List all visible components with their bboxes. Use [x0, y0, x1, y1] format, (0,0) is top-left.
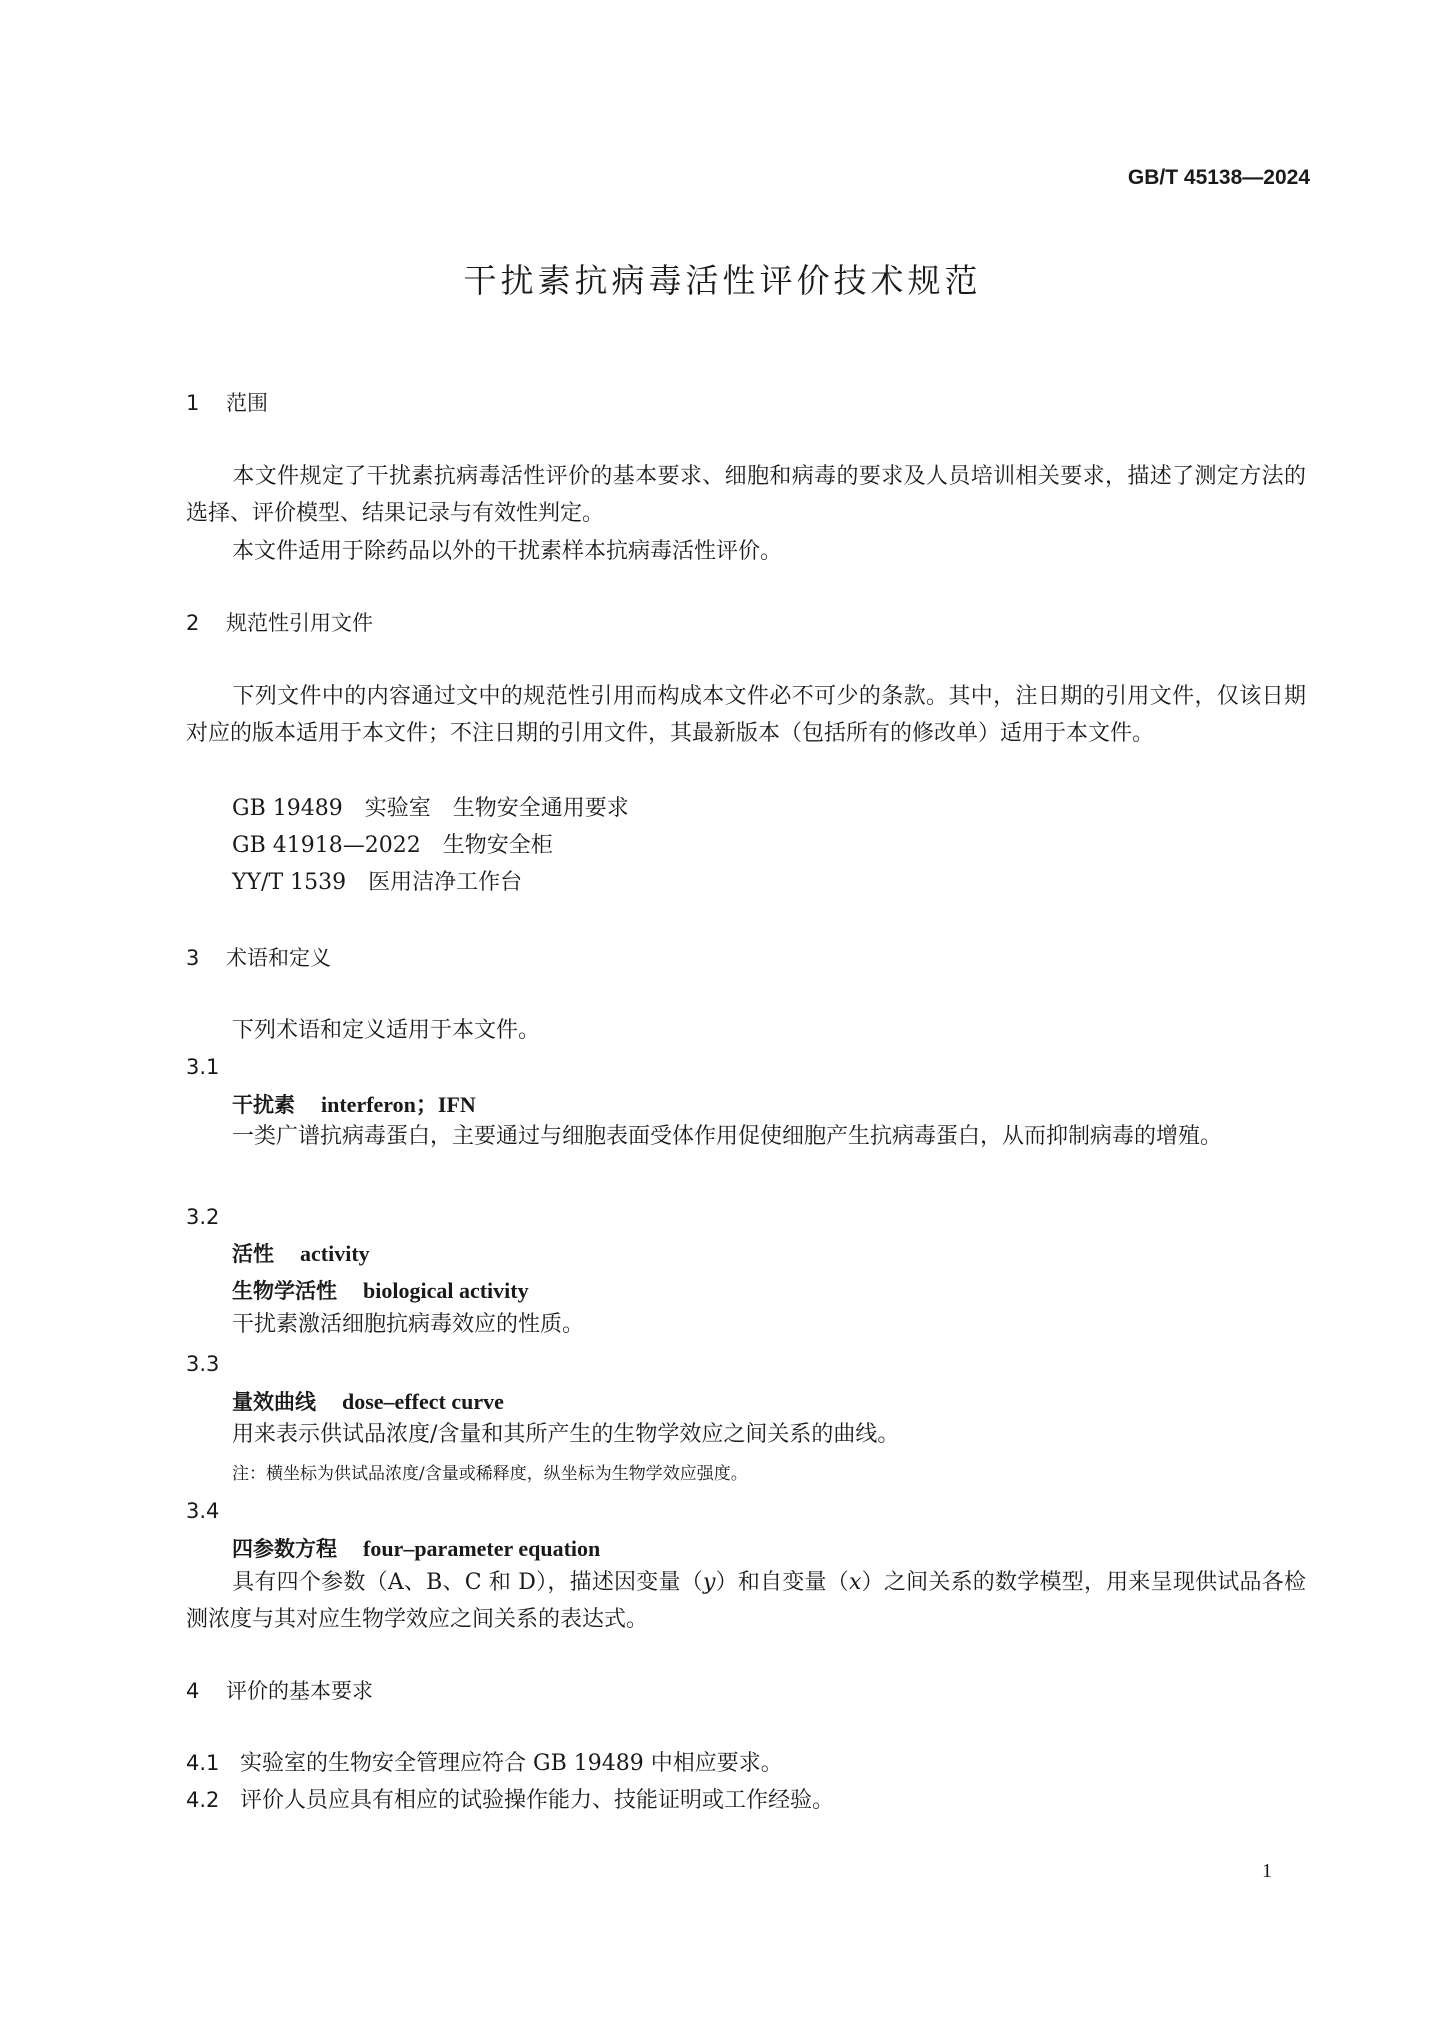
term-zh: 四参数方程: [232, 1537, 337, 1561]
term-number: 3.1: [186, 1055, 220, 1079]
clause-number: 4.2: [186, 1788, 220, 1812]
reference-code: GB 41918—2022: [232, 833, 421, 858]
term-zh: 生物学活性: [232, 1279, 337, 1303]
reference-item: [232, 790, 629, 827]
section-title: 术语和定义: [226, 946, 331, 970]
document-title: 干扰素抗病毒活性评价技术规范: [463, 261, 982, 300]
section-number: 2: [186, 611, 200, 635]
clause-text: 实验室的生物安全管理应符合 GB 19489 中相应要求。: [240, 1751, 783, 1776]
section-1-heading: [186, 387, 268, 417]
reference-code: GB 19489: [232, 796, 343, 821]
section-title: 范围: [226, 391, 268, 415]
term-en: activity: [300, 1241, 370, 1266]
definition-text: ）和自变量（: [715, 1570, 850, 1595]
section-1-paragraph-2: 本文件适用于除药品以外的干扰素样本抗病毒活性评价。: [232, 539, 783, 564]
section-3-heading: [186, 942, 331, 972]
term-zh: 量效曲线: [232, 1390, 316, 1414]
reference-title: 生物安全柜: [442, 833, 553, 858]
clause-4-1: [186, 1745, 783, 1782]
clause-number: 4.1: [186, 1751, 220, 1775]
clause-4-2: [186, 1782, 834, 1819]
reference-title: 医用洁净工作台: [368, 870, 523, 895]
section-number: 1: [186, 391, 200, 415]
section-title: 评价的基本要求: [226, 1679, 373, 1703]
term-en: four–parameter equation: [363, 1536, 601, 1561]
standard-code: GB/T 45138—2024: [1127, 166, 1310, 189]
section-4-heading: [186, 1675, 373, 1705]
reference-item: [232, 864, 522, 901]
term-number: 3.4: [186, 1499, 220, 1523]
section-2-paragraph-1: [186, 678, 1306, 752]
page-number: 1: [1262, 1860, 1272, 1882]
term-entry-synonym: [232, 1275, 529, 1305]
paragraph-text: 下列文件中的内容通过文中的规范性引用而构成本文件必不可少的条款。其中，注日期的引用文件，仅该日期对应的版本适用于本文件；不注日期的引用文件，其最新版本（包括所有的修改单）适用于本文件。: [186, 684, 1306, 746]
term-entry: [232, 1238, 370, 1268]
reference-title: 实验室 生物安全通用要求: [364, 796, 629, 821]
variable-x: x: [849, 1570, 862, 1595]
section-3-intro: 下列术语和定义适用于本文件。: [232, 1018, 541, 1043]
term-en: dose–effect curve: [342, 1389, 504, 1414]
term-number: 3.3: [186, 1352, 220, 1376]
term-note: 注：横坐标为供试品浓度/含量或稀释度，纵坐标为生物学效应强度。: [232, 1464, 748, 1484]
term-entry: [232, 1088, 476, 1119]
clause-text: 评价人员应具有相应的试验操作能力、技能证明或工作经验。: [240, 1788, 835, 1813]
term-zh: 干扰素: [232, 1093, 295, 1117]
reference-code: YY/T 1539: [232, 870, 347, 895]
definition-text: 具有四个参数（A、B、C 和 D），描述因变量（: [232, 1570, 703, 1595]
term-definition: 用来表示供试品浓度/含量和其所产生的生物学效应之间关系的曲线。: [232, 1422, 900, 1447]
definition-text: 一类广谱抗病毒蛋白，主要通过与细胞表面受体作用促使细胞产生抗病毒蛋白，从而抑制病毒的增殖。: [232, 1124, 1223, 1149]
term-en: interferon；IFN: [321, 1092, 476, 1117]
reference-item: [232, 827, 553, 864]
section-2-heading: [186, 607, 373, 637]
term-definition: [186, 1118, 1306, 1155]
paragraph-text: 本文件规定了干扰素抗病毒活性评价的基本要求、细胞和病毒的要求及人员培训相关要求，描述了测定方法的选择、评价模型、结果记录与有效性判定。: [186, 464, 1306, 526]
term-en: biological activity: [363, 1278, 529, 1303]
section-number: 3: [186, 946, 200, 970]
section-1-paragraph-1: [186, 458, 1306, 532]
term-definition: [186, 1564, 1306, 1638]
term-number: 3.2: [186, 1205, 220, 1229]
definition-text: ）之间关系的数学模型，用来呈现供试品各检测浓度与其对应生物学效应之间关系的表达式。: [186, 1570, 1306, 1632]
section-number: 4: [186, 1679, 200, 1703]
term-zh: 活性: [232, 1242, 274, 1266]
term-entry: [232, 1386, 504, 1416]
section-title: 规范性引用文件: [226, 611, 373, 635]
term-definition: 干扰素激活细胞抗病毒效应的性质。: [232, 1312, 585, 1337]
variable-y: y: [702, 1570, 716, 1595]
term-entry: [232, 1533, 600, 1563]
